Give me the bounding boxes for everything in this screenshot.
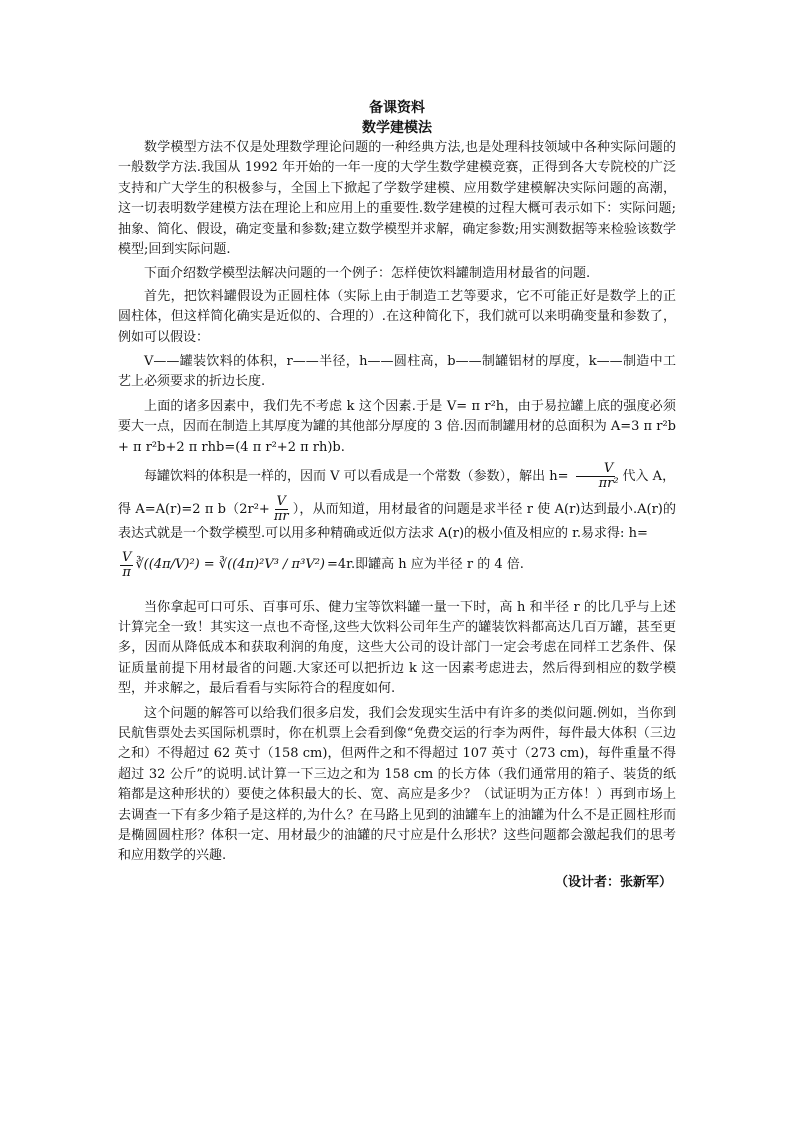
equation-root-2: = ∛((4π)²V³ / π³V²) <box>203 557 325 572</box>
fraction-v <box>272 495 291 524</box>
doc-title: 数学建模法 <box>362 120 432 136</box>
fraction-v-den: πr <box>273 509 289 525</box>
paragraph-solve-h <box>118 462 676 491</box>
fraction-h <box>571 462 621 491</box>
paragraph-comparison: 当你拿起可口可乐、百事可乐、健力宝等饮料罐一量一下时，高 h 和半径 r 的比几乎与上述计算完全一致！其实这一点也不奇怪,这些大饮料公司年生产的罐装饮料都高达几百万罐，甚至更多，因而从降低成本和获取利润的角度，这些大公司的设计部门一定会考虑在同样工艺条件、保证质量前提下用材最省的问题.大家还可以把折边 k 这一因素考虑进去，然后得到相应的数学模型，并求解之，最后看看与实际符合的程度如何. <box>118 599 676 697</box>
model-text-a: 得 A=A(r)=2 π b（2r²+ <box>118 502 270 518</box>
paragraph-example: 下面介绍数学模型法解决问题的一个例子：怎样使饮料罐制造用材最省的问题. <box>144 266 591 282</box>
solve-h-tail: 代入 A， <box>622 469 676 485</box>
fraction-eq <box>120 551 133 580</box>
equation-result: =4r.即罐高 h 应为半径 r 的 4 倍. <box>327 557 524 572</box>
solve-h-text: 每罐饮料的体积是一样的，因而 V 可以看成是一个常数（参数），解出 h= <box>144 469 569 485</box>
model-text-b: ），从而知道，用材最省的问题是求半径 r 使 A(r)达到最小.A(r)的表达式就是一个数学模型.可以用多种精确或近似方法求 A(r)的极小值及相应的 r.易求得: h= <box>118 502 676 542</box>
paragraph-assumption: 首先，把饮料罐假设为正圆柱体（实际上由于制造工艺等要求，它不可能正好是数学上的正圆柱体，但这样简化确实是近似的、合理的）.在这种简化下，我们就可以来明确变量和参数了，例如可以假设： <box>118 288 676 345</box>
doc-subtitle: 备课资料 <box>369 100 425 116</box>
fraction-eq-num: V <box>122 549 132 565</box>
paragraph-area: 上面的诸多因素中，我们先不考虑 k 这个因素.于是 V= π r²h，由于易拉罐上底的强度必须要大一点，因而在制造上其厚度为罐的其他部分厚度的 3 倍.因而制罐用材的总面积为 A=3 π r²b+ π r²b+2 π rhb=(4 π r²+2 π rh)b. <box>118 398 676 455</box>
equation-line <box>118 551 676 580</box>
designer-signature: （设计者：张新军） <box>554 874 672 890</box>
equation-root-1: ∛((4π/V)²) <box>135 557 200 572</box>
fraction-h-num: V <box>576 462 615 477</box>
paragraph-model <box>118 495 676 544</box>
fraction-eq-den: π <box>122 564 131 580</box>
document-page <box>118 98 676 890</box>
fraction-h-den: πr² <box>598 476 619 492</box>
paragraph-inspiration: 这个问题的解答可以给我们很多启发，我们会发现实生活中有许多的类似问题.例如，当你到民航售票处去买国际机票时，你在机票上会看到像“免费交运的行李为两件，每件最大体积（三边之和）不得超过 62 英寸（158 cm)，但两件之和不得超过 107 英寸（273 cm)，每件重量不得超过 32 公斤”的说明.试计算一下三边之和为 158 cm 的长方体（我们通常用的箱子、装货的纸箱都是这种形状的）要使之体积最大的长、宽、高应是多少？（试证明为正方体！）再到市场上去调查一下有多少箱子是这样的,为什么？在马路上见到的油罐车上的油罐为什么不是正圆柱形而是椭圆圆柱形？体积一定、用材最少的油罐的尺寸应是什么形状？这些问题都会激起我们的思考和应用数学的兴趣. <box>118 705 676 864</box>
paragraph-intro: 数学模型方法不仅是处理数学理论问题的一种经典方法,也是处理科技领域中各种实际问题的一般数学方法.我国从 1992 年开始的一年一度的大学生数学建模竞赛，正得到各大专院校的广泛支持和广大学生的积极参与，全国上下掀起了学数学建模、应用数学建模解决实际问题的高潮，这一切表明数学建模方法在理论上和应用上的重要性.数学建模的过程大概可表示如下：实际问题;抽象、简化、假设，确定变量和参数;建立数学模型并求解，确定参数;用实测数据等来检验该数学模型;回到实际问题. <box>118 140 676 258</box>
fraction-v-num: V <box>276 494 286 510</box>
paragraph-variables: V——罐装饮料的体积，r——半径，h——圆柱高，b——制罐铝材的厚度，k——制造中工艺上必须要求的折边长度. <box>118 354 676 390</box>
